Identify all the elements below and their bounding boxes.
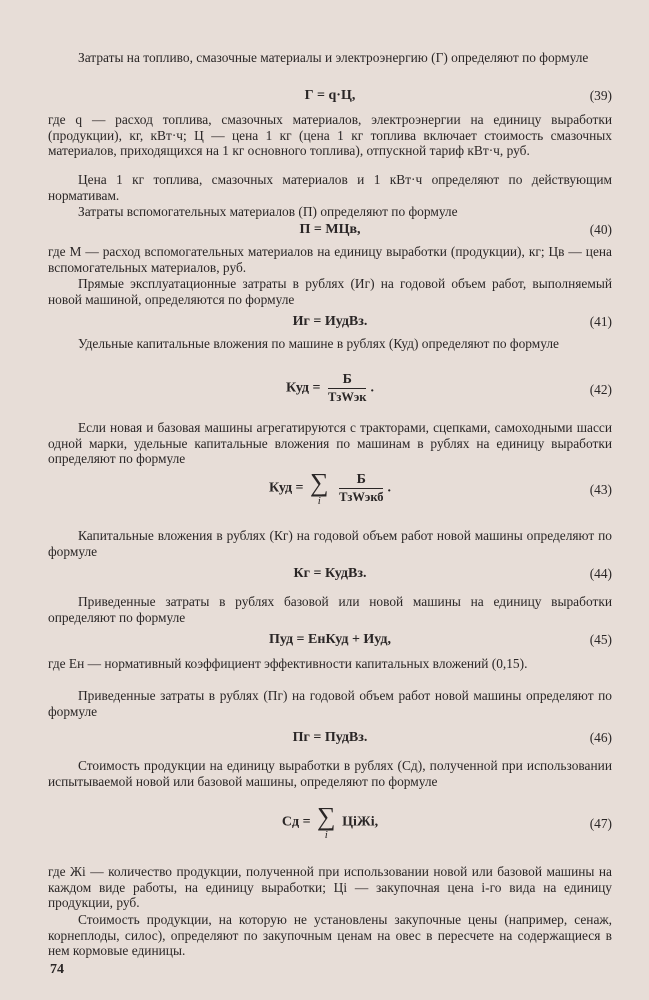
paragraph-product-definitions: где Жi — количество продукции, полученной при использовании новой или базовой машины на каждом виде работы, на единицу выработки; Цi — закупочная цена i-го вида на единицу продукции, руб.: [48, 864, 612, 911]
paragraph-direct-costs: Прямые эксплуатационные затраты в рублях (Иг) на годовой объем работ, выполняемый новой машиной, определяются по формуле: [48, 276, 612, 307]
formula-45-expression: Пуд = ЕнКуд + Иуд,: [268, 632, 392, 647]
formula-43-number: (43): [589, 482, 612, 497]
paragraph-specific-capital: Удельные капитальные вложения по машине в рублях (Куд) определяют по формуле: [78, 336, 559, 351]
formula-40: [48, 220, 612, 242]
formula-46-expression: Пг = ПудВз.: [292, 730, 368, 745]
formula-47-number: (47): [589, 816, 612, 831]
formula-47-lhs: Сд =: [281, 814, 311, 830]
formula-43-tail: .: [387, 480, 391, 496]
formula-43-lhs: Куд =: [269, 480, 304, 496]
formula-43-fraction: [339, 472, 383, 505]
paragraph-fuel-prices: Цена 1 кг топлива, смазочных материалов и 1 кВт·ч определяют по действующим нормативам.: [48, 172, 612, 203]
formula-43-denominator: ТзWэкб: [339, 490, 384, 504]
formula-43: [48, 470, 612, 516]
formula-42-expression: [48, 372, 612, 405]
formula-44-expression: Кг = КудВз.: [293, 566, 367, 581]
formula-42-fraction: [328, 372, 366, 405]
formula-42-tail: .: [370, 380, 374, 396]
formula-43-index: i: [317, 495, 321, 507]
formula-39-number: (39): [589, 88, 612, 103]
paragraph-aux-definitions: где М — расход вспомогательных материалов на единицу выработки (продукции), кг; Цв — цена вспомогательных материалов, руб.: [48, 244, 612, 275]
formula-39-expression: Г = q·Ц,: [304, 88, 356, 103]
formula-42: [48, 372, 612, 408]
paragraph-capital-annual: Капитальные вложения в рублях (Кг) на годовой объем работ новой машины определяют по формуле: [48, 528, 612, 559]
formula-47-body: ЦiЖi,: [342, 814, 379, 830]
formula-47-sum: [317, 804, 336, 841]
formula-46: [48, 728, 612, 750]
paragraph-fuel-costs: Затраты на топливо, смазочные материалы и электроэнергию (Г) определяют по формуле: [78, 50, 589, 65]
paragraph-product-cost: Стоимость продукции на единицу выработки в рублях (Сд), полученной при использовании испытываемой новой или базовой машины, определяют по формуле: [48, 758, 612, 789]
formula-43-expression: [48, 470, 612, 507]
formula-47-index: i: [324, 829, 328, 841]
formula-43-sigma: ∑: [310, 468, 329, 497]
paragraph-no-prices: Стоимость продукции, на которую не установлены закупочные цены (например, сенаж, корнеплоды, силос), определяют по закупочным ценам на овес в пересчете на содержащиеся в нем кормовые единицы.: [48, 912, 612, 959]
formula-42-numerator: Б: [328, 372, 366, 389]
formula-46-number: (46): [589, 730, 612, 745]
paragraph-reduced-annual: Приведенные затраты в рублях (Пг) на годовой объем работ новой машины определяют по формуле: [48, 688, 612, 719]
paragraph-reduced-costs: Приведенные затраты в рублях базовой или новой машины на единицу выработки определяют по формуле: [48, 594, 612, 625]
formula-42-denominator: ТзWэк: [328, 390, 367, 404]
page-number: 74: [50, 962, 64, 977]
formula-47: [48, 804, 612, 850]
paragraph-fuel-definitions: где q — расход топлива, смазочных материалов, электроэнергии на единицу выработки (продукции), кг, кВт·ч; Ц — цена 1 кг (цена 1 кг топлива включает стоимость смазочных материалов, приходящихся на 1 кг основного топлива), отпускной тариф кВт·ч, руб.: [48, 112, 612, 159]
formula-42-lhs: Куд =: [286, 380, 321, 396]
formula-42-number: (42): [589, 382, 612, 397]
paragraph-aux-materials: Затраты вспомогательных материалов (П) определяют по формуле: [78, 204, 458, 219]
formula-41-number: (41): [589, 314, 612, 329]
formula-44-number: (44): [589, 566, 612, 581]
formula-45: [48, 630, 612, 652]
paragraph-norm-coefficient: где Ен — нормативный коэффициент эффективности капитальных вложений (0,15).: [48, 656, 528, 671]
formula-40-number: (40): [589, 222, 612, 237]
formula-39: [48, 86, 612, 108]
formula-40-expression: П = МЦв,: [299, 222, 361, 237]
formula-45-number: (45): [589, 632, 612, 647]
formula-47-expression: [48, 804, 612, 841]
formula-43-sum: [310, 470, 329, 507]
formula-41-expression: Иг = ИудВз.: [292, 314, 368, 329]
formula-47-sigma: ∑: [317, 802, 336, 831]
formula-44: [48, 564, 612, 586]
paragraph-same-tractor: Если новая и базовая машины агрегатируются с тракторами, сцепками, самоходными шасси одной марки, удельные капитальные вложения по машинам в рублях на единицу выработки определяют по формуле: [48, 420, 612, 467]
formula-43-numerator: Б: [339, 472, 383, 489]
formula-41: [48, 312, 612, 334]
